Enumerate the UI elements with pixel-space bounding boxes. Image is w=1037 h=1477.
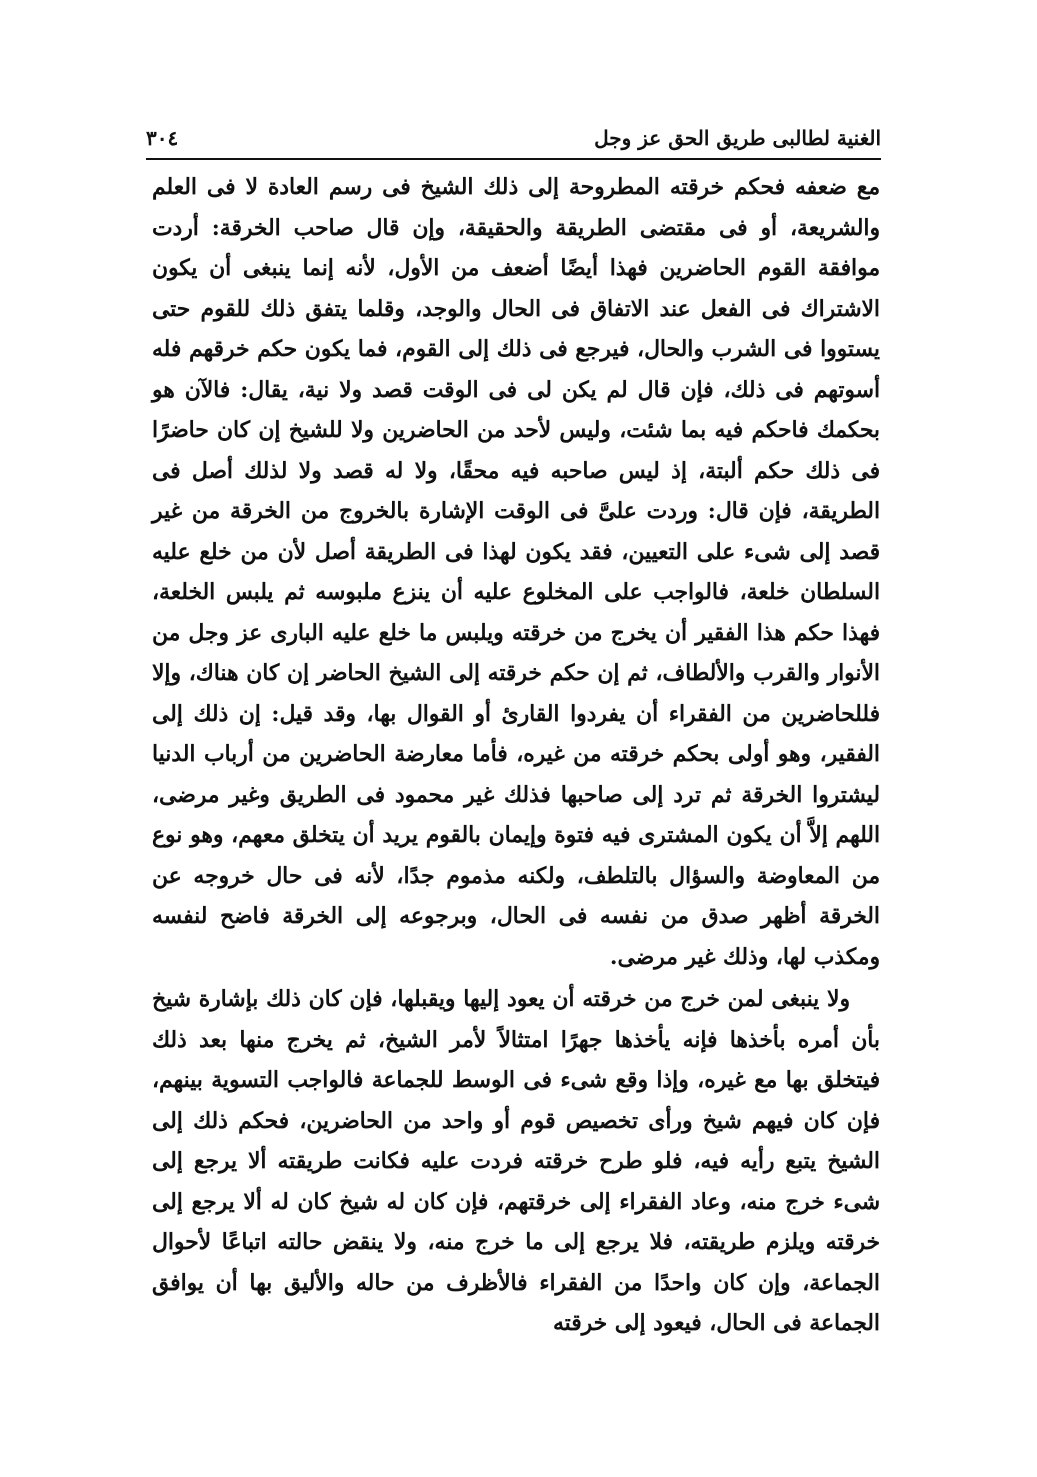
header-divider xyxy=(146,158,881,160)
paragraph-2: ولا ينبغى لمن خرج من خرقته أن يعود إليها ويقبلها، فإن كان ذلك بإشارة شيخ بأن أمره بأخذها فإنه يأخذها جهرًا امتثالاً لأمر الشيخ، ثم يخرج منها بعد ذلك فيتخلق بها مع غيره، وإذا وقع شىء فى الوسط للجماعة فالواجب التسوية بينهم، فإن كان فيهم شيخ ورأى تخصيص قوم أو واحد من الحاضرين، فحكم ذلك إلى الشيخ يتبع رأيه فيه، فلو طرح خرقته فردت عليه فكانت طريقته ألا يرجع إلى شىء خرج منه، وعاد الفقراء إلى خرقتهم، فإن كان له شيخ كان له ألا يرجع إلى خرقته ويلزم طريقته، فلا يرجع إلى ما خرج منه، ولا ينقض حالته اتباعًا لأحوال الجماعة، وإن كان واحدًا من الفقراء فالأظرف من حاله والأليق بها أن يوافق الجماعة فى الحال، فيعود إلى خرقته xyxy=(152,987,880,1336)
paragraph-1: مع ضعفه فحكم خرقته المطروحة إلى ذلك الشيخ فى رسم العادة لا فى العلم والشريعة، أو فى مقتضى الطريقة والحقيقة، وإن قال صاحب الخرقة: أردت موافقة القوم الحاضرين فهذا أيضًا أضعف من الأول، لأنه إنما ينبغى أن يكون الاشتراك فى الفعل عند الاتفاق فى الحال والوجد، وقلما يتفق ذلك للقوم حتى يستووا فى الشرب والحال، فيرجع فى ذلك إلى القوم، فما يكون حكم خرقهم فله أسوتهم فى ذلك، فإن قال لم يكن لى فى الوقت قصد ولا نية، يقال: فالآن هو بحكمك فاحكم فيه بما شئت، وليس لأحد من الحاضرين ولا للشيخ إن كان حاضرًا فى ذلك حكم ألبتة، إذ ليس صاحبه فيه محقًا، ولا له قصد ولا لذلك أصل فى الطريقة، فإن قال: وردت علىَّ فى الوقت الإشارة بالخروج من الخرقة من غير قصد إلى شىء على التعيين، فقد يكون لهذا فى الطريقة أصل لأن من خلع عليه السلطان خلعة، فالواجب على المخلوع عليه أن ينزع ملبوسه ثم يلبس الخلعة، فهذا حكم هذا الفقير أن يخرج من خرقته ويلبس ما خلع عليه البارى عز وجل من الأنوار والقرب والألطاف، ثم إن حكم خرقته إلى الشيخ الحاضر إن كان هناك، وإلا فللحاضرين من الفقراء أن يفردوا القارئ أو القوال بها، وقد قيل: إن ذلك إلى الفقير، وهو أولى بحكم خرقته من غيره، فأما معارضة الحاضرين من أرباب الدنيا ليشتروا الخرقة ثم ترد إلى صاحبها فذلك غير محمود فى الطريق وغير مرضى، اللهم إلاَّ أن يكون المشترى فيه فتوة وإيمان بالقوم يريد أن يتخلق معهم، وهو نوع من المعاوضة والسؤال بالتلطف، ولكنه مذموم جدًا، لأنه فى حال خروجه عن الخرقة أظهر صدق من نفسه فى الحال، وبرجوعه إلى الخرقة فاضح لنفسه ومكذب لها، وذلك غير مرضى. xyxy=(152,175,880,970)
page-header xyxy=(146,118,881,158)
page-number: ٣٠٤ xyxy=(146,126,179,150)
book-title: الغنية لطالبى طريق الحق عز وجل xyxy=(594,126,881,150)
page-body xyxy=(152,168,880,1345)
